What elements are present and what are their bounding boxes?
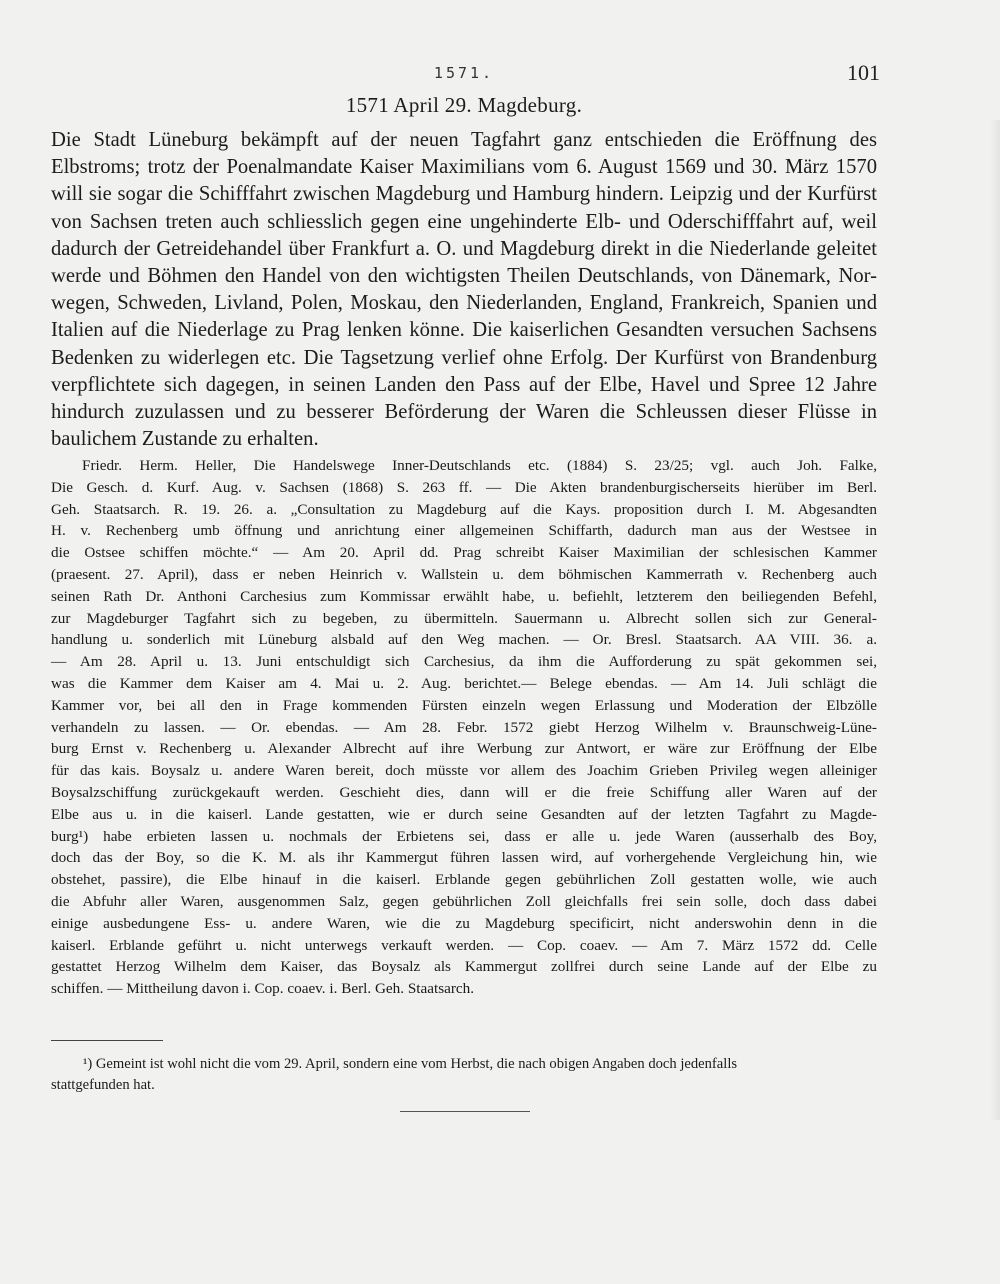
page-number: 101 — [847, 60, 880, 85]
note-line: Boysalzschiffung zurückgekauft werden. Geschieht dies, dann will er die freie Schiffung aller Waren auf der — [51, 783, 877, 801]
note-line: Geh. Staatsarch. R. 19. 26. a. „Consultation zu Magdeburg auf die Kays. proposition durch I. M. Abgesandten — [51, 500, 877, 518]
summary-line: Die Stadt Lüneburg bekämpft auf der neuen Tagfahrt ganz entschieden die Eröffnung des — [51, 129, 877, 151]
summary-line: dadurch der Getreidehandel über Frankfurt a. O. und Magdeburg direkt in die Niederlande geleitet — [51, 237, 877, 260]
note-line: burg¹) habe erbieten lassen u. nochmals der Erbietens sei, dass er alle u. jede Waren (ausserhalb des Boy, — [51, 827, 877, 845]
running-head — [48, 60, 880, 86]
summary-line: Bedenken zu widerlegen etc. Die Tagsetzung verlief ohne Erfolg. Der Kurfürst von Brandenburg — [51, 346, 877, 369]
page-edge-shadow — [990, 120, 1000, 1120]
note-line: Elbe aus u. in die kaiserl. Lande gestatten, wie er durch seine Gesandten auf der letzten Tagfahrt zu Magde- — [51, 805, 877, 823]
note-line: die Abfuhr aller Waren, ausgenommen Salz, gegen gebührlichen Zoll gleichfalls frei sein solle, doch dass dabei — [51, 892, 877, 910]
note-line: doch das der Boy, so die K. M. als ihr Kammergut führen lassen wird, auf vorhergehende Vergleichung hin, wie — [51, 849, 877, 867]
summary-paragraph — [51, 127, 877, 453]
summary-line: hindurch zuzulassen und zu besserer Beförderung der Waren die Schleussen dieser Flüsse in — [51, 401, 877, 424]
footnote-separator — [51, 1040, 163, 1041]
footnote — [51, 1054, 877, 1096]
footnote-line: stattgefunden hat. — [51, 1077, 155, 1093]
note-line: zur Magdeburger Tagfahrt sich zu begeben, zu übermitteln. Sauermann u. Albrecht sollen sich zur General- — [51, 609, 877, 627]
document-heading: 1571 April 29. Magdeburg. — [345, 93, 583, 117]
note-line: Die Gesch. d. Kurf. Aug. v. Sachsen (1868) S. 263 ff. — Die Akten brandenburgischerseits hierüber im Berl. — [51, 478, 877, 496]
note-line: burg Ernst v. Rechenberg u. Alexander Albrecht auf ihre Werbung zur Antwort, er wäre zur Eröffnung der Elbe — [51, 740, 877, 758]
note-line: H. v. Rechenberg umb öffnung und anrichtung einer allgemeinen Schiffarth, dadurch man aus der Westsee in — [51, 522, 877, 540]
note-line: — Am 28. April u. 13. Juni entschuldigt sich Carchesius, da ihm die Aufforderung zu spät gekommen sei, — [51, 653, 877, 671]
summary-line: Elbstroms; trotz der Poenalmandate Kaiser Maximilians vom 6. August 1569 und 30. März 1570 — [51, 156, 877, 179]
note-line: gestattet Herzog Wilhelm dem Kaiser, das Boysalz als Kammergut zollfrei durch seine Lande auf der Elbe zu — [51, 958, 877, 976]
running-head-year: 1571. — [433, 64, 495, 82]
note-line: seinen Rath Dr. Anthoni Carchesius zum Kommissar erwählt habe, u. befiehlt, letzterem den beiliegenden Befehl, — [51, 587, 877, 605]
summary-line: Italien auf die Niederlage zu Prag lenken könne. Die kaiserlichen Gesandten versuchen Sachsens — [51, 319, 877, 342]
note-line: für das kais. Boysalz u. andere Waren bereit, doch müsste vor allem des Joachim Grieben Privileg wegen alleiniger — [51, 762, 877, 780]
note-line: Kammer vor, bei all den in Frage kommenden Fürsten einzeln wegen Erlassung und Moderation der Elbzölle — [51, 696, 877, 714]
note-line: obstehet, passire), die Elbe hinauf in die kaiserl. Erblande gegen gebührlichen Zoll gestatten wolle, wie auch — [51, 871, 877, 889]
note-line: schiffen. — Mittheilung davon i. Cop. coaev. i. Berl. Geh. Staatsarch. — [51, 980, 475, 998]
source-notes-paragraph — [51, 455, 877, 1000]
note-line: einige ausbedungene Ess- u. andere Waren, wie die zu Magdeburg specificirt, nicht anderswohin denn in die — [51, 914, 877, 932]
note-line: verhandeln zu lassen. — Or. ebendas. — Am 28. Febr. 1572 giebt Herzog Wilhelm v. Braunschweig-Lüne- — [51, 718, 877, 736]
summary-line: werde und Böhmen den Handel von den wichtigsten Theilen Deutschlands, von Dänemark, Nor- — [51, 265, 877, 288]
note-line: handlung u. sonderlich mit Lüneburg alsbald auf den Weg machen. — Or. Bresl. Staatsarch. AA VIII. 36. a. — [51, 631, 877, 649]
footnote-line: ¹) Gemeint ist wohl nicht die vom 29. April, sondern eine vom Herbst, die nach obigen Angaben doch jedenfalls — [83, 1056, 738, 1072]
closing-rule — [400, 1111, 530, 1112]
note-line: was die Kammer dem Kaiser am 4. Mai u. 2. Aug. berichtet.— Belege ebendas. — Am 14. Juli schlägt die — [51, 674, 877, 692]
note-line: die Ostsee schiffen möchte.“ — Am 20. April dd. Prag schreibt Kaiser Maximilian der schlesischen Kammer — [51, 544, 877, 562]
summary-line: von Sachsen treten auch schliesslich gegen eine ungehinderte Elb- und Oderschifffahrt auf, weil — [51, 210, 877, 233]
note-line: Friedr. Herm. Heller, Die Handelswege Inner-Deutschlands etc. (1884) S. 23/25; vgl. auch Joh. Falke, — [82, 457, 877, 474]
summary-line: wegen, Schweden, Livland, Polen, Moskau, den Niederlanden, England, Frankreich, Spanien und — [51, 292, 877, 315]
summary-line: verpflichtete sich dagegen, in seinen Landen den Pass auf der Elbe, Havel und Spree 12 Jahre — [51, 373, 877, 396]
note-line: (praesent. 27. April), dass er neben Heinrich v. Wallstein u. dem böhmischen Kammerrath v. Rechenberg auch — [51, 565, 877, 583]
note-line: kaiserl. Erblande geführt u. nicht unterwegs verkauft werden. — Cop. coaev. — Am 7. März 1572 dd. Celle — [51, 936, 877, 954]
summary-line: baulichem Zustande zu erhalten. — [51, 428, 319, 451]
summary-line: will sie sogar die Schifffahrt zwischen Magdeburg und Hamburg hindern. Leipzig und der Kurfürst — [51, 183, 877, 206]
